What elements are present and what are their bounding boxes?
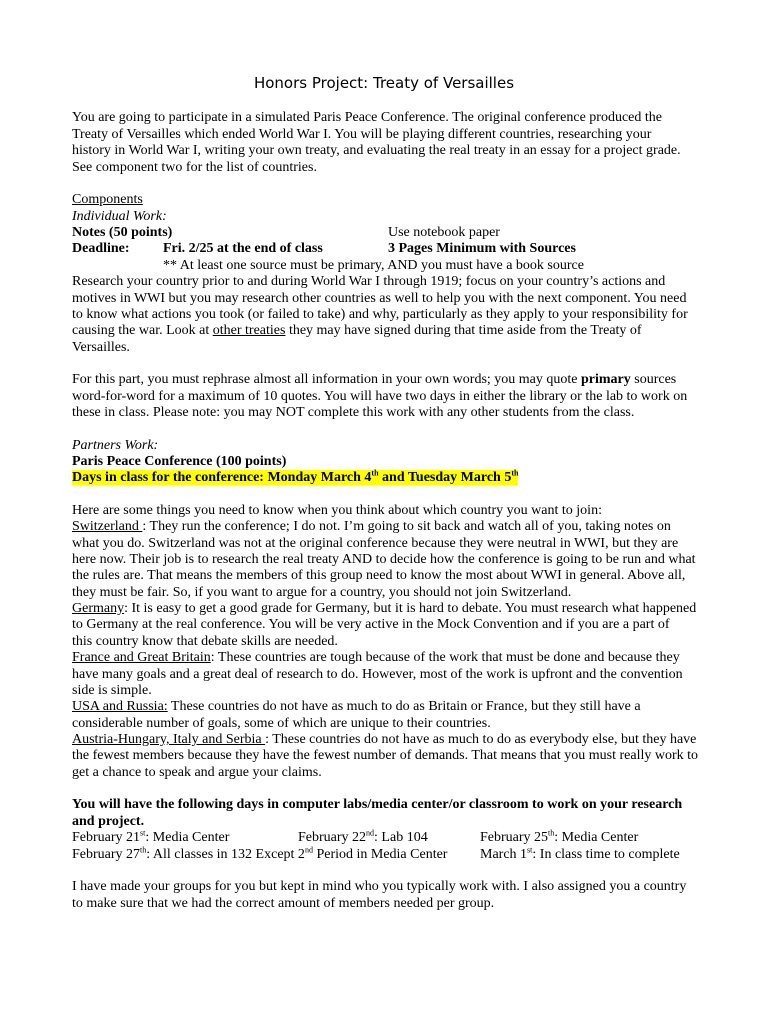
rephrase-text: For this part, you must rephrase almost all information in your own words; you may quote (72, 372, 581, 387)
germany-line (72, 601, 696, 617)
austria-italy-serbia-line: the fewest members because they have the fewest number of demands. That means that you must really work to (72, 748, 699, 763)
germany-name: Germany (72, 601, 125, 616)
france-britain-line: have many goals and a great deal of research to do. However, most of the work is upfront and the convention (72, 667, 683, 682)
countries-intro: Here are some things you need to know when you think about which country you want to join: (72, 503, 602, 518)
lab-day-text: : Lab 104 (374, 830, 428, 845)
partners-work-label: Partners Work: (72, 438, 159, 453)
intro-line: You are going to participate in a simulated Paris Peace Conference. The original conference produced the (72, 110, 662, 125)
austria-italy-serbia-name: Austria-Hungary, Italy and Serbia (72, 732, 266, 747)
closing-line: to make sure that we had the correct amount of members needed per group. (72, 896, 495, 911)
research-line (72, 323, 642, 339)
notes-label: Notes (50 points) (72, 225, 173, 240)
usa-russia-line: considerable number of goals, some of which are unique to their countries. (72, 716, 491, 731)
germany-text: : It is easy to get a good grade for Germany, but it is hard to debate. You must research what happened (124, 601, 697, 616)
switzerland-line: they must be fair. So, if you want to argue for a country, you should not join Switzerland. (72, 585, 572, 600)
other-treaties-text: other treaties (212, 323, 286, 338)
france-britain-line: side is simple. (72, 683, 152, 698)
conference-days (72, 470, 518, 486)
switzerland-text: : They run the conference; I do not. I’m going to sit back and watch all of you, taking notes on (142, 519, 671, 534)
intro-line: Treaty of Versailles which ended World War I. You will be playing different countries, researching your (72, 127, 652, 142)
individual-work-label: Individual Work: (72, 209, 167, 224)
days-sup: th (371, 468, 379, 478)
deadline-row (72, 241, 672, 257)
lab-days-heading: You will have the following days in computer labs/media center/or classroom to work on your research (72, 797, 683, 812)
lab-day-sup: th (548, 828, 555, 838)
lab-day-text: : Media Center (145, 830, 230, 845)
lab-day-text: February 22 (298, 830, 367, 845)
components-heading: Components (72, 192, 143, 207)
france-britain-text: : These countries are tough because of the work that must be done and because they (210, 650, 680, 665)
lab-days-heading: and project. (72, 814, 145, 829)
notes-paper: Use notebook paper (388, 225, 500, 240)
lab-day-text: February 25 (480, 830, 549, 845)
research-text: causing the war. Look at (72, 323, 213, 338)
austria-italy-serbia-line (72, 732, 696, 748)
lab-day-sup: st (527, 845, 533, 855)
germany-line: this country know that debate skills are needed. (72, 634, 338, 649)
lab-day-feb27 (72, 847, 447, 863)
primary-text: primary (580, 372, 631, 387)
research-line: Versailles. (72, 340, 130, 355)
notes-row (72, 225, 672, 241)
closing-line: I have made your groups for you but kept in mind who you typically work with. I also assigned you a country (72, 879, 687, 894)
days-text: and Tuesday March 5 (378, 470, 512, 485)
lab-day-feb25 (480, 830, 638, 846)
lab-day-text: : In class time to complete (532, 847, 680, 862)
conference-heading: Paris Peace Conference (100 points) (72, 454, 287, 469)
usa-russia-text: These countries do not have as much to do as Britain or France, but they still have a (167, 699, 641, 714)
usa-russia-name: USA and Russia: (72, 699, 168, 714)
page-title: Honors Project: Treaty of Versailles (253, 74, 515, 92)
rephrase-line (72, 372, 676, 388)
research-text: they may have signed during that time aside from the Treaty of (285, 323, 642, 338)
deadline-label: Deadline: (72, 241, 130, 256)
lab-day-text: : All classes in 132 Except 2 (146, 847, 305, 862)
research-line: Research your country prior to and during World War I through 1919; focus on your country’s actions and (72, 274, 666, 289)
lab-day-sup: nd (366, 828, 375, 838)
source-note: ** At least one source must be primary, AND you must have a book source (163, 258, 584, 273)
lab-day-sup: th (140, 845, 147, 855)
days-text: Days in class for the conference: Monday March 4 (72, 470, 372, 485)
lab-day-text: February 27 (72, 847, 141, 862)
lab-day-sup: nd (304, 845, 313, 855)
usa-russia-line (72, 699, 641, 715)
switzerland-line: the rules are. That means the members of this group need to know the most about WWI in general. Above all, (72, 568, 686, 583)
research-line: to know what actions you took (or failed to take) and why, particularly as they apply to your responsibility for (72, 307, 688, 322)
germany-line: to Germany at the real conference. You will be very active in the Mock Convention and if you are a part of (72, 617, 670, 632)
switzerland-line: here now. Their job is to research the real treaty AND to decide how the conference is going to be run and what (72, 552, 696, 567)
rephrase-line: these in class. Please note: you may NOT complete this work with any other students from the class. (72, 405, 635, 420)
lab-day-mar1 (480, 847, 680, 863)
switzerland-line: what you do. Switzerland was not at the original conference because they were neutral in WWI, but they are (72, 536, 679, 551)
lab-day-feb21 (72, 830, 229, 846)
lab-day-text: March 1 (480, 847, 528, 862)
france-britain-line (72, 650, 680, 666)
lab-day-text: February 21 (72, 830, 141, 845)
france-britain-name: France and Great Britain (72, 650, 211, 665)
deadline-value: Fri. 2/25 at the end of class (163, 241, 323, 256)
intro-line: See component two for the list of countries. (72, 160, 317, 175)
days-sup: th (511, 468, 519, 478)
lab-day-text: Period in Media Center (312, 847, 448, 862)
lab-day-text: : Media Center (554, 830, 639, 845)
lab-day-feb22 (298, 830, 428, 846)
conference-days-highlight (72, 470, 518, 485)
rephrase-line: word-for-word for a maximum of 10 quotes. You will have two days in either the library or the lab to work on (72, 389, 688, 404)
intro-line: history in World War I, writing your own treaty, and evaluating the real treaty in an essay for a project grade. (72, 143, 681, 158)
austria-italy-serbia-line: get a chance to speak and argue your claims. (72, 765, 322, 780)
switzerland-name: Switzerland (72, 519, 143, 534)
lab-day-sup: st (140, 828, 146, 838)
switzerland-line (72, 519, 671, 535)
research-line: motives in WWI but you may research other countries as well to help you with the next component. You need (72, 291, 687, 306)
rephrase-text: sources (630, 372, 677, 387)
deadline-pages: 3 Pages Minimum with Sources (388, 241, 576, 256)
austria-italy-serbia-text: : These countries do not have as much to do as everybody else, but they have (265, 732, 697, 747)
